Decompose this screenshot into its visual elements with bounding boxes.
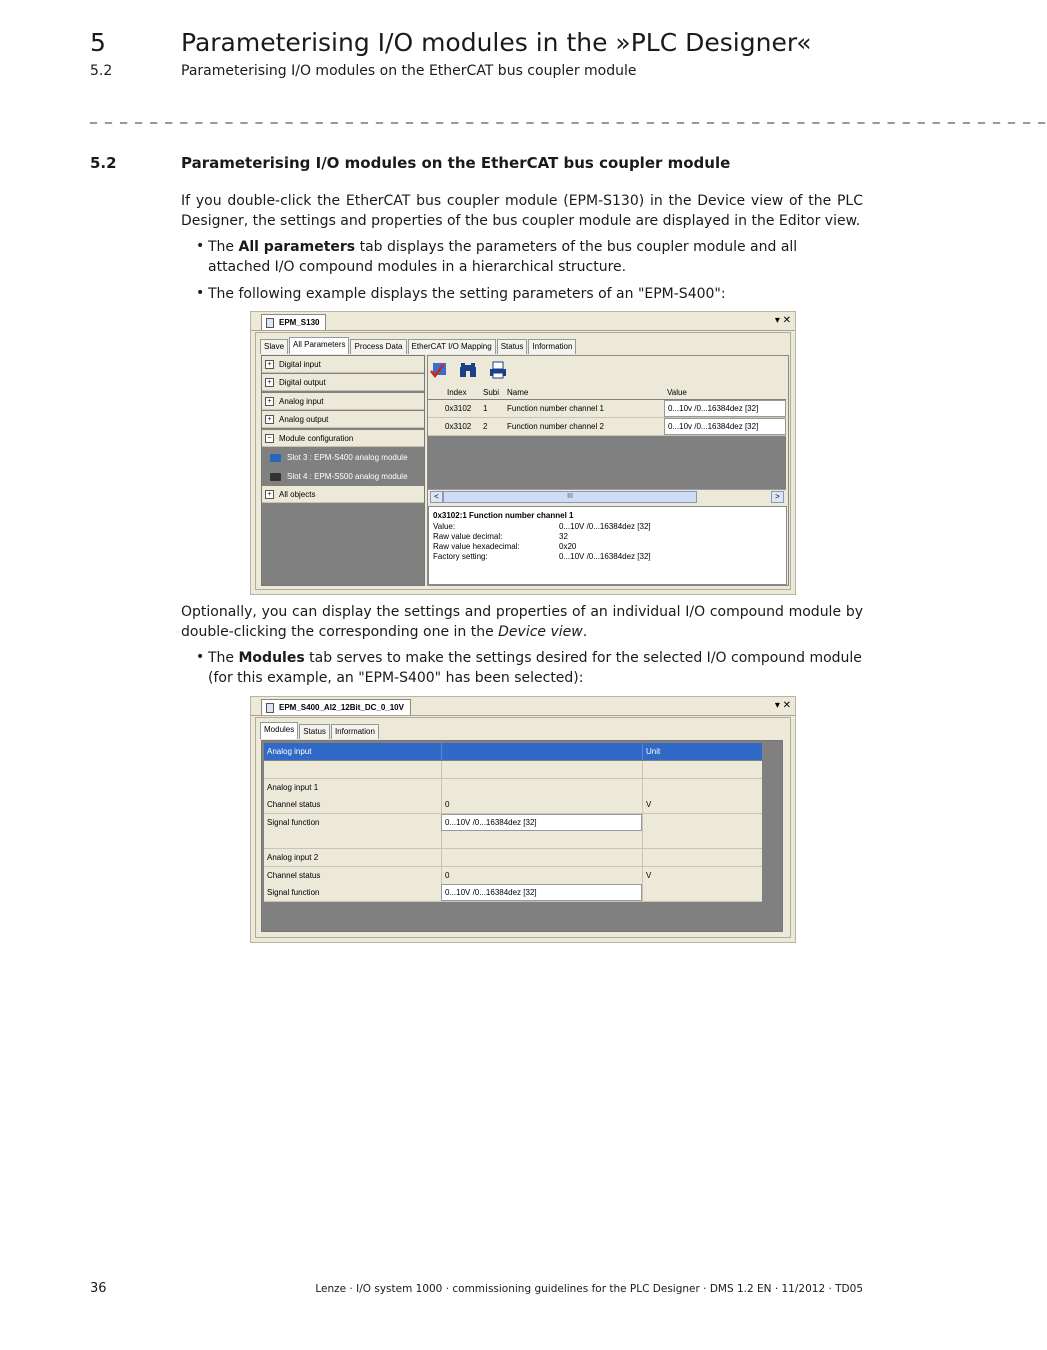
column-header-index[interactable]: Index	[447, 387, 467, 397]
grid-header	[428, 385, 786, 399]
bullet-text: The	[208, 239, 239, 255]
tree-item-all-objects[interactable]	[262, 486, 424, 503]
cell-unit	[642, 884, 762, 901]
expand-icon[interactable]: +	[265, 415, 274, 424]
cell-name: Channel status	[267, 870, 321, 880]
column-header-subindex[interactable]: Subi	[483, 387, 500, 397]
scroll-thumb[interactable]: III	[443, 491, 697, 503]
parameter-panel	[427, 355, 789, 586]
table-row[interactable]	[264, 796, 762, 814]
scroll-right-arrow[interactable]: >	[771, 491, 784, 503]
column-header-value[interactable]	[441, 743, 642, 760]
cell-index: 0x3102	[445, 422, 472, 431]
cell-value[interactable]: 0...10v /0...16384dez [32]	[664, 418, 786, 435]
document-tab-label: EPM_S130	[279, 318, 320, 327]
cell-name: Analog input 2	[267, 853, 319, 862]
expand-icon[interactable]: +	[265, 378, 274, 387]
cell-value	[441, 831, 642, 848]
parameter-info-box	[428, 506, 787, 585]
cell-name: Signal function	[267, 817, 320, 827]
write-parameters-icon[interactable]	[430, 361, 450, 379]
tree-item-analog-output[interactable]	[262, 411, 424, 428]
tab-modules[interactable]: Modules	[260, 722, 298, 739]
cell-name: Channel status	[267, 800, 321, 810]
cell-value[interactable]: 0...10V /0...16384dez [32]	[441, 814, 642, 831]
cell-unit: V	[642, 867, 762, 884]
publication-info: Lenze · I/O system 1000 · commissioning guidelines for the PLC Designer · DMS 1.2 EN · 11/2012 · TD05	[315, 1283, 863, 1295]
collapse-icon[interactable]: −	[265, 434, 274, 443]
info-key: Factory setting:	[433, 552, 488, 561]
column-header-unit[interactable]: Unit	[642, 743, 762, 760]
chapter-number: 5	[90, 28, 106, 57]
tree-item-label: Digital output	[279, 377, 326, 387]
tab-process-data[interactable]: Process Data	[350, 339, 406, 354]
info-value: 0x20	[559, 542, 577, 551]
window-controls[interactable]: ▾ ✕	[774, 315, 791, 326]
parameter-grid	[428, 385, 786, 503]
grid-header	[264, 743, 762, 760]
table-row[interactable]	[264, 814, 762, 832]
print-icon[interactable]	[488, 361, 508, 379]
cell-name: Function number channel 2	[507, 422, 604, 431]
document-icon	[266, 318, 274, 328]
cell-value	[441, 761, 642, 778]
editor-body	[255, 332, 791, 590]
cell-name: Signal function	[267, 888, 320, 898]
bullet-bold: Modules	[238, 650, 305, 666]
header-section-title: Parameterising I/O modules on the EtherCAT bus coupler module	[181, 63, 637, 79]
column-header-name[interactable]: Analog input	[267, 747, 312, 756]
cell-value: 0	[441, 867, 642, 884]
tree-item-slot-3[interactable]	[262, 449, 424, 466]
cell-value[interactable]: 0...10V /0...16384dez [32]	[441, 884, 642, 901]
bullet-text: The	[208, 650, 239, 666]
section-title: Parameterising I/O modules on the EtherCAT bus coupler module	[181, 154, 731, 172]
cell-subindex: 2	[483, 422, 488, 431]
tree-item-label: Digital input	[279, 359, 321, 369]
scroll-left-arrow[interactable]: <	[430, 491, 443, 503]
table-row[interactable]	[264, 884, 762, 902]
expand-icon[interactable]: +	[265, 360, 274, 369]
paragraph-italic: Device view	[498, 623, 583, 640]
table-row[interactable]	[264, 761, 762, 779]
cell-name: Function number channel 1	[507, 404, 604, 413]
tree-item-label: All objects	[279, 489, 316, 499]
cell-unit	[642, 779, 762, 796]
bullet-text: tab displays the parameters of the bus coupler module and all attached I/O compound modules in a hierarchical structure.	[208, 239, 798, 275]
info-key: Raw value hexadecimal:	[433, 542, 520, 551]
bullet-mark: •	[196, 238, 205, 254]
tab-ethercat-io-mapping[interactable]: EtherCAT I/O Mapping	[408, 339, 496, 354]
tab-all-parameters[interactable]: All Parameters	[289, 337, 349, 354]
tree-item-module-configuration[interactable]	[262, 430, 424, 447]
cell-name	[264, 831, 441, 848]
bullet-all-parameters	[208, 238, 863, 277]
intro-paragraph: If you double-click the EtherCAT bus coupler module (EPM-S130) in the Device view of the PLC Designer, the settings and properties of the bus coupler module are displayed in the Editor view.	[181, 193, 863, 229]
horizontal-scrollbar[interactable]	[428, 489, 786, 503]
tree-item-label: Slot 4 : EPM-S500 analog module	[287, 472, 408, 481]
chapter-title: Parameterising I/O modules in the »PLC Designer«	[181, 28, 812, 57]
cell-name	[264, 761, 441, 778]
table-row[interactable]	[264, 849, 762, 867]
bullet-example: The following example displays the setting parameters of an "EPM-S400":	[208, 286, 726, 302]
table-row[interactable]	[264, 779, 762, 797]
tab-slave[interactable]: Slave	[260, 339, 288, 354]
table-row[interactable]	[264, 867, 762, 885]
column-header-name[interactable]: Name	[507, 387, 529, 397]
section-number: 5.2	[90, 154, 117, 172]
bullet-bold: All parameters	[238, 239, 356, 255]
tree-item-digital-input[interactable]	[262, 356, 424, 373]
cell-unit	[642, 814, 762, 831]
tree-item-label: Module configuration	[279, 433, 354, 443]
tree-item-analog-input[interactable]	[262, 393, 424, 410]
screenshot-epm-s130-editor	[250, 311, 796, 595]
screenshot-epm-s400-editor	[250, 696, 796, 943]
cell-subindex: 1	[483, 404, 488, 413]
cell-unit: V	[642, 796, 762, 813]
folder-icon	[270, 473, 281, 481]
tree-item-label: Slot 3 : EPM-S400 analog module	[287, 453, 408, 462]
info-key: Raw value decimal:	[433, 532, 503, 541]
info-key: Value:	[433, 522, 456, 531]
window-controls[interactable]: ▾ ✕	[774, 700, 791, 711]
cell-value: 0	[441, 796, 642, 813]
page-number: 36	[90, 1281, 107, 1296]
document-tab[interactable]	[261, 314, 326, 330]
tab-status[interactable]: Status	[299, 724, 330, 739]
cell-value	[441, 779, 642, 796]
info-value: 0...10V /0...16384dez [32]	[559, 522, 651, 531]
parameter-tabs	[260, 339, 577, 353]
info-value: 32	[559, 532, 568, 541]
cell-unit	[642, 761, 762, 778]
bullet-text: tab serves to make the settings desired for the selected I/O compound module (for this example, an "EPM-S400" has been selected):	[208, 650, 862, 686]
document-tab[interactable]	[261, 699, 411, 715]
cell-unit	[642, 849, 762, 866]
cell-value	[441, 849, 642, 866]
bullet-mark: •	[196, 285, 205, 301]
cell-unit	[642, 831, 762, 848]
folder-open-icon	[270, 454, 281, 462]
cell-index: 0x3102	[445, 404, 472, 413]
paragraph-text: Optionally, you can display the settings and properties of an individual I/O compound module by double-clicking the corresponding one in the	[181, 604, 863, 640]
module-settings-grid	[261, 740, 783, 932]
tree-item-label: Analog input	[279, 396, 324, 406]
paragraph-text: .	[582, 623, 588, 640]
tab-information[interactable]: Information	[528, 339, 576, 354]
table-row[interactable]	[428, 418, 786, 436]
binoculars-icon[interactable]	[458, 361, 478, 379]
document-tab-label: EPM_S400_AI2_12Bit_DC_0_10V	[279, 703, 404, 712]
expand-icon[interactable]: +	[265, 490, 274, 499]
expand-icon[interactable]: +	[265, 397, 274, 406]
editor-tabbar	[251, 697, 795, 716]
table-row[interactable]	[264, 831, 762, 849]
header-separator: _ _ _ _ _ _ _ _ _ _ _ _ _ _ _ _ _ _ _ _ _ _ _ _ _ _ _ _ _ _ _ _ _ _ _ _ _ _ _ _ _ _ _ _ _ _ _ _ _ _ _ _ _ _ _ _ _ _ _ _ _ _ _ _	[90, 108, 1047, 124]
bullet-mark: •	[196, 649, 205, 665]
column-header-value[interactable]: Value	[667, 387, 687, 397]
info-value: 0...10V /0...16384dez [32]	[559, 552, 651, 561]
tree-item-label: Analog output	[279, 414, 329, 424]
document-icon	[266, 703, 274, 713]
header-section-number: 5.2	[90, 63, 113, 79]
tab-information[interactable]: Information	[331, 724, 379, 739]
editor-tabbar	[251, 312, 795, 331]
tree-item-slot-4[interactable]	[262, 468, 424, 485]
tree-item-digital-output[interactable]	[262, 374, 424, 391]
info-title: 0x3102:1 Function number channel 1	[433, 511, 574, 520]
editor-body	[255, 717, 791, 938]
tab-status[interactable]: Status	[497, 339, 528, 354]
cell-name: Analog input 1	[267, 782, 319, 792]
optional-paragraph	[181, 603, 863, 642]
cell-value[interactable]: 0...10v /0...16384dez [32]	[664, 400, 786, 417]
bullet-modules	[208, 649, 863, 688]
parameter-tree	[261, 355, 425, 586]
table-row[interactable]	[428, 400, 786, 418]
module-tabs	[260, 724, 380, 738]
